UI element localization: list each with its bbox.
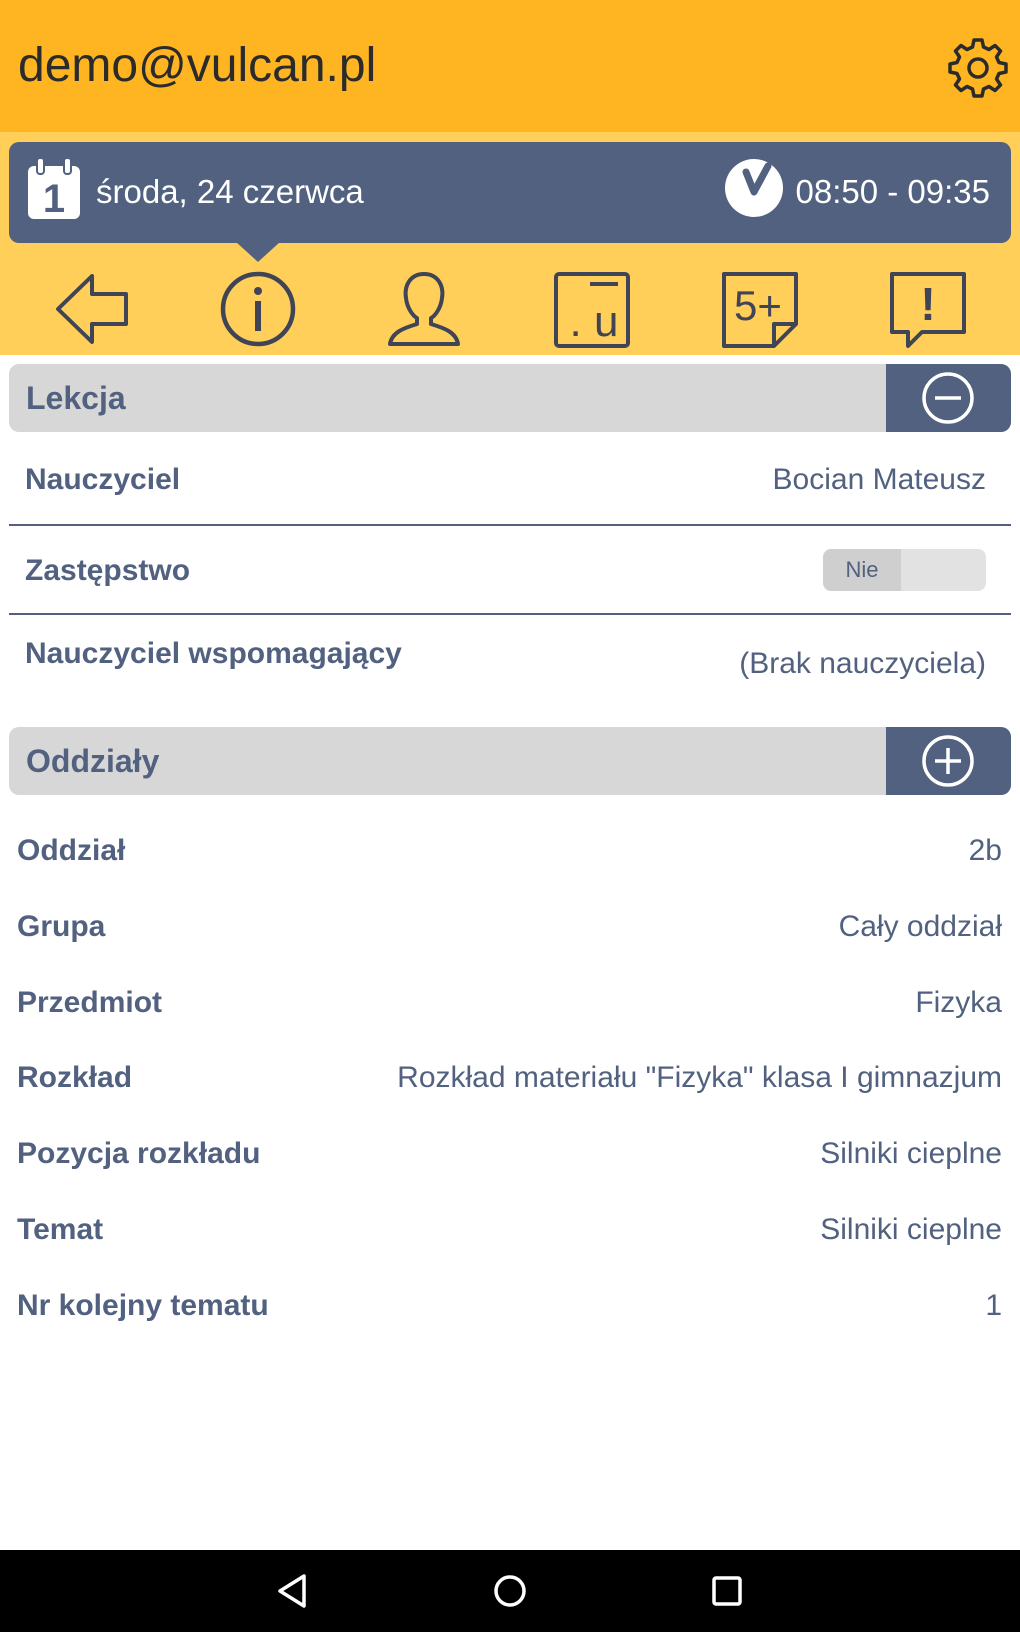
teacher-label: Nauczyciel bbox=[25, 463, 181, 496]
lesson-section-header[interactable] bbox=[9, 364, 1011, 432]
calendar-icon bbox=[27, 158, 81, 220]
account-title: demo@vulcan.pl bbox=[18, 39, 377, 92]
nav-home-icon[interactable] bbox=[485, 1566, 535, 1616]
info-icon[interactable] bbox=[218, 268, 298, 350]
app-bar bbox=[0, 0, 1020, 132]
gear-icon[interactable] bbox=[948, 38, 1008, 98]
assistant-teacher-value[interactable]: (Brak nauczyciela) bbox=[739, 647, 986, 680]
clock-icon bbox=[724, 158, 784, 218]
schedule-position-label: Pozycja rozkładu bbox=[17, 1137, 261, 1170]
nav-recents-icon[interactable] bbox=[702, 1566, 752, 1616]
grades-icon[interactable] bbox=[720, 268, 800, 350]
schedule-value[interactable]: Rozkład materiału "Fizyka" klasa I gimnazjum bbox=[397, 1061, 1002, 1094]
substitution-label: Zastępstwo bbox=[25, 554, 191, 587]
subject-label: Przedmiot bbox=[17, 986, 163, 1019]
schedule-label: Rozkład bbox=[17, 1061, 133, 1094]
topic-number-value[interactable]: 1 bbox=[985, 1289, 1002, 1322]
alert-icon[interactable] bbox=[888, 268, 968, 350]
attendance-icon[interactable] bbox=[552, 268, 632, 350]
calendar-day: 1 bbox=[42, 177, 66, 220]
person-icon[interactable] bbox=[384, 268, 464, 350]
group-label: Grupa bbox=[17, 910, 106, 943]
substitution-toggle[interactable] bbox=[823, 549, 986, 591]
divider bbox=[9, 613, 1011, 615]
class-value[interactable]: 2b bbox=[968, 834, 1002, 867]
alert-glyph: ! bbox=[920, 278, 936, 330]
classes-section-header[interactable] bbox=[9, 727, 1011, 795]
divider bbox=[9, 524, 1011, 526]
grades-glyph: 5+ bbox=[734, 282, 782, 329]
add-class-button[interactable] bbox=[886, 727, 1011, 795]
topic-value[interactable]: Silniki cieplne bbox=[820, 1213, 1002, 1246]
lesson-date: środa, 24 czerwca bbox=[96, 173, 364, 210]
back-arrow-icon[interactable] bbox=[52, 268, 132, 350]
group-value[interactable]: Cały oddział bbox=[838, 910, 1002, 943]
subject-value[interactable]: Fizyka bbox=[915, 986, 1002, 1019]
system-nav-bar bbox=[0, 1550, 1020, 1632]
active-tab-pointer bbox=[236, 242, 280, 262]
substitution-toggle-value: Nie bbox=[823, 549, 901, 591]
nav-back-icon[interactable] bbox=[268, 1566, 318, 1616]
assistant-teacher-label: Nauczyciel wspomagający bbox=[25, 637, 402, 670]
plus-circle-icon bbox=[921, 734, 975, 788]
collapse-button[interactable] bbox=[886, 364, 1011, 432]
lesson-time: 08:50 - 09:35 bbox=[795, 173, 990, 210]
lesson-section-title: Lekcja bbox=[26, 380, 126, 416]
topic-number-label: Nr kolejny tematu bbox=[17, 1289, 269, 1322]
classes-section-title: Oddziały bbox=[26, 743, 160, 779]
class-label: Oddział bbox=[17, 834, 126, 867]
topic-label: Temat bbox=[17, 1213, 104, 1246]
minus-circle-icon bbox=[921, 371, 975, 425]
schedule-position-value[interactable]: Silniki cieplne bbox=[820, 1137, 1002, 1170]
teacher-value[interactable]: Bocian Mateusz bbox=[772, 463, 986, 496]
attendance-glyph: . u bbox=[569, 297, 619, 346]
